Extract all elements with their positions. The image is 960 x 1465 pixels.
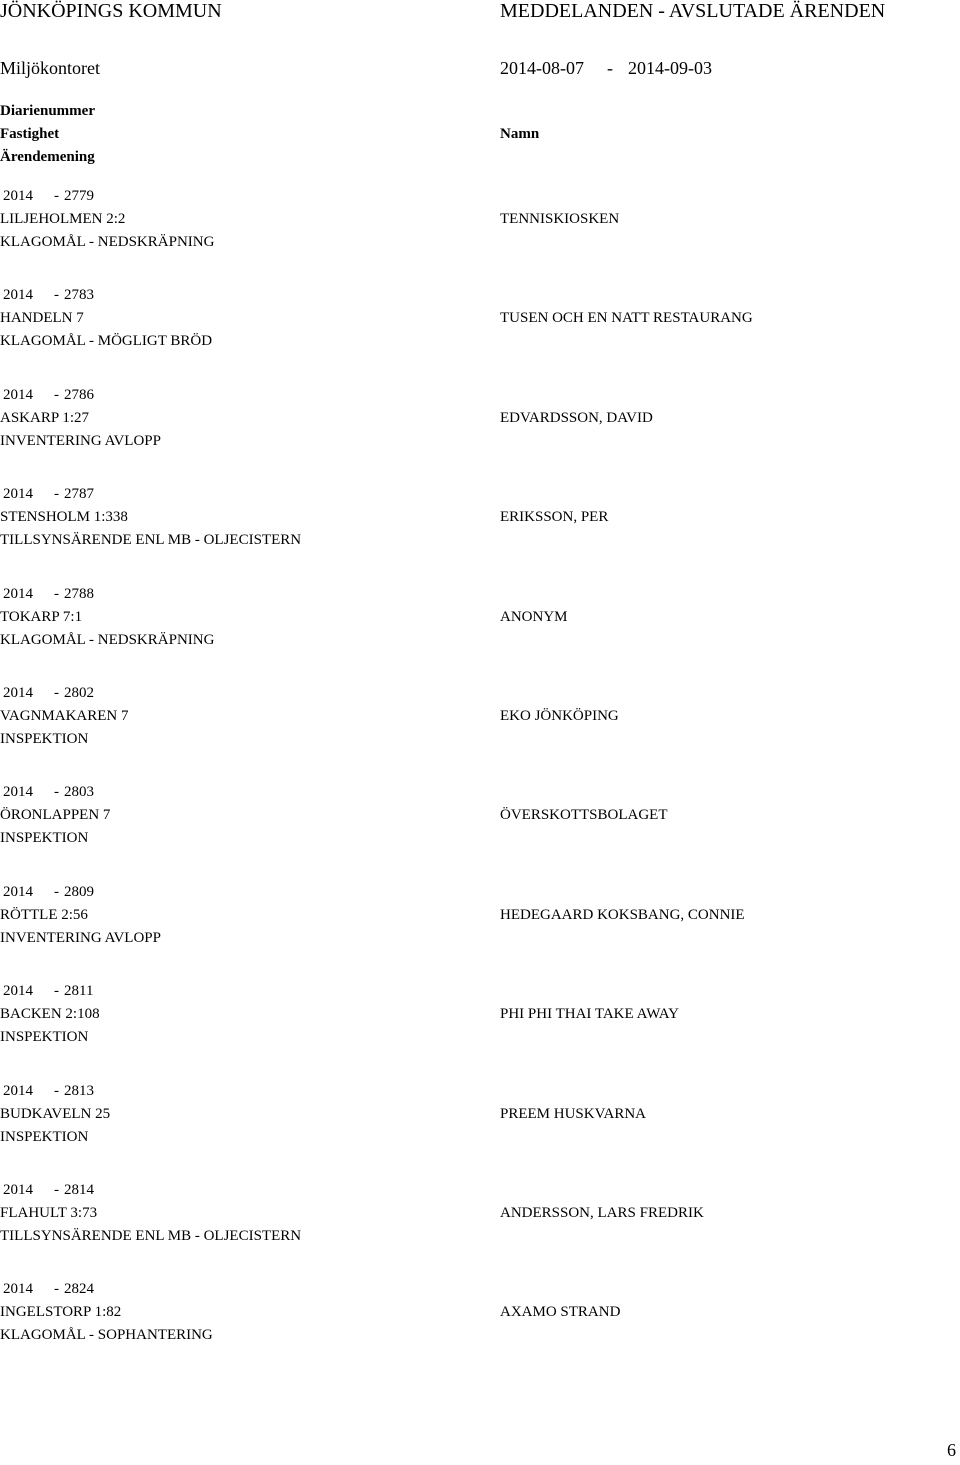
case-separator: - bbox=[54, 586, 59, 602]
case-number bbox=[3, 384, 94, 407]
property: LILJEHOLMEN 2:2 bbox=[0, 211, 126, 227]
property: RÖTTLE 2:56 bbox=[0, 907, 88, 923]
party-name: AXAMO STRAND bbox=[500, 1304, 621, 1320]
column-header-arendemening: Ärendemening bbox=[0, 149, 95, 165]
case-separator: - bbox=[54, 387, 59, 403]
case-subject: INSPEKTION bbox=[0, 1129, 89, 1145]
case-year: 2014 bbox=[3, 188, 33, 204]
page-number: 6 bbox=[947, 1440, 956, 1460]
case-separator: - bbox=[54, 1182, 59, 1198]
property: TOKARP 7:1 bbox=[0, 609, 83, 625]
property: STENSHOLM 1:338 bbox=[0, 509, 128, 525]
property: BUDKAVELN 25 bbox=[0, 1106, 111, 1122]
record-item bbox=[0, 980, 960, 1055]
case-year: 2014 bbox=[3, 486, 33, 502]
record-item bbox=[0, 583, 960, 658]
property: VAGNMAKAREN 7 bbox=[0, 708, 129, 724]
party-name: HEDEGAARD KOKSBANG, CONNIE bbox=[500, 907, 745, 923]
case-num: 2786 bbox=[64, 387, 94, 403]
record-item bbox=[0, 881, 960, 956]
case-subject: TILLSYNSÄRENDE ENL MB - OLJECISTERN bbox=[0, 1228, 302, 1244]
case-subject: KLAGOMÅL - SOPHANTERING bbox=[0, 1327, 213, 1343]
property: ASKARP 1:27 bbox=[0, 410, 90, 426]
property: ÖRONLAPPEN 7 bbox=[0, 807, 111, 823]
case-num: 2803 bbox=[64, 784, 94, 800]
case-num: 2814 bbox=[64, 1182, 94, 1198]
column-header-diarienummer: Diarienummer bbox=[0, 103, 95, 119]
record-item bbox=[0, 284, 960, 359]
case-year: 2014 bbox=[3, 1083, 33, 1099]
date-from: 2014-08-07 bbox=[500, 58, 584, 78]
party-name: ANDERSSON, LARS FREDRIK bbox=[500, 1205, 704, 1221]
case-year: 2014 bbox=[3, 784, 33, 800]
case-number bbox=[3, 1278, 94, 1301]
case-subject: INSPEKTION bbox=[0, 731, 89, 747]
property: HANDELN 7 bbox=[0, 310, 84, 326]
record-item bbox=[0, 185, 960, 260]
case-separator: - bbox=[54, 884, 59, 900]
case-number bbox=[3, 583, 94, 606]
case-number bbox=[3, 980, 93, 1003]
case-subject: INVENTERING AVLOPP bbox=[0, 433, 161, 449]
case-num: 2824 bbox=[64, 1281, 94, 1297]
party-name: ERIKSSON, PER bbox=[500, 509, 609, 525]
case-num: 2787 bbox=[64, 486, 94, 502]
case-year: 2014 bbox=[3, 586, 33, 602]
party-name: TENNISKIOSKEN bbox=[500, 211, 620, 227]
record-item bbox=[0, 1080, 960, 1155]
case-year: 2014 bbox=[3, 1182, 33, 1198]
party-name: EDVARDSSON, DAVID bbox=[500, 410, 653, 426]
case-year: 2014 bbox=[3, 983, 33, 999]
case-subject: KLAGOMÅL - NEDSKRÄPNING bbox=[0, 234, 215, 250]
case-number bbox=[3, 1080, 94, 1103]
case-num: 2779 bbox=[64, 188, 94, 204]
date-separator: - bbox=[607, 58, 613, 78]
case-separator: - bbox=[54, 1083, 59, 1099]
organization-name: JÖNKÖPINGS KOMMUN bbox=[0, 0, 222, 22]
case-year: 2014 bbox=[3, 884, 33, 900]
party-name: ANONYM bbox=[500, 609, 568, 625]
case-number bbox=[3, 881, 94, 904]
case-number bbox=[3, 284, 94, 307]
case-num: 2788 bbox=[64, 586, 94, 602]
party-name: TUSEN OCH EN NATT RESTAURANG bbox=[500, 310, 753, 326]
case-num: 2783 bbox=[64, 287, 94, 303]
column-header-namn: Namn bbox=[500, 126, 540, 142]
case-subject: KLAGOMÅL - MÖGLIGT BRÖD bbox=[0, 333, 213, 349]
record-item bbox=[0, 781, 960, 856]
case-separator: - bbox=[54, 983, 59, 999]
property: INGELSTORP 1:82 bbox=[0, 1304, 122, 1320]
case-subject: KLAGOMÅL - NEDSKRÄPNING bbox=[0, 632, 215, 648]
report-title: MEDDELANDEN - AVSLUTADE ÄRENDEN bbox=[500, 0, 886, 22]
record-item bbox=[0, 1278, 960, 1353]
property: BACKEN 2:108 bbox=[0, 1006, 100, 1022]
party-name: PREEM HUSKVARNA bbox=[500, 1106, 647, 1122]
party-name: EKO JÖNKÖPING bbox=[500, 708, 619, 724]
record-item bbox=[0, 682, 960, 757]
case-number bbox=[3, 781, 94, 804]
case-number bbox=[3, 185, 94, 208]
case-number bbox=[3, 1179, 94, 1202]
date-to: 2014-09-03 bbox=[628, 58, 712, 78]
party-name: ÖVERSKOTTSBOLAGET bbox=[500, 807, 668, 823]
case-number bbox=[3, 682, 94, 705]
office-name: Miljökontoret bbox=[0, 58, 100, 78]
case-num: 2813 bbox=[64, 1083, 94, 1099]
case-year: 2014 bbox=[3, 685, 33, 701]
case-num: 2809 bbox=[64, 884, 94, 900]
case-num: 2811 bbox=[64, 983, 94, 999]
case-separator: - bbox=[54, 1281, 59, 1297]
case-subject: INVENTERING AVLOPP bbox=[0, 930, 161, 946]
case-subject: TILLSYNSÄRENDE ENL MB - OLJECISTERN bbox=[0, 532, 302, 548]
column-header-fastighet: Fastighet bbox=[0, 126, 60, 142]
record-item bbox=[0, 483, 960, 558]
case-separator: - bbox=[54, 486, 59, 502]
case-separator: - bbox=[54, 685, 59, 701]
case-subject: INSPEKTION bbox=[0, 1029, 89, 1045]
case-year: 2014 bbox=[3, 387, 33, 403]
case-separator: - bbox=[54, 287, 59, 303]
case-number bbox=[3, 483, 94, 506]
case-num: 2802 bbox=[64, 685, 94, 701]
date-range bbox=[500, 58, 712, 79]
case-year: 2014 bbox=[3, 1281, 33, 1297]
party-name: PHI PHI THAI TAKE AWAY bbox=[500, 1006, 679, 1022]
record-item bbox=[0, 384, 960, 459]
property: FLAHULT 3:73 bbox=[0, 1205, 98, 1221]
case-year: 2014 bbox=[3, 287, 33, 303]
case-separator: - bbox=[54, 784, 59, 800]
record-item bbox=[0, 1179, 960, 1254]
case-separator: - bbox=[54, 188, 59, 204]
case-subject: INSPEKTION bbox=[0, 830, 89, 846]
